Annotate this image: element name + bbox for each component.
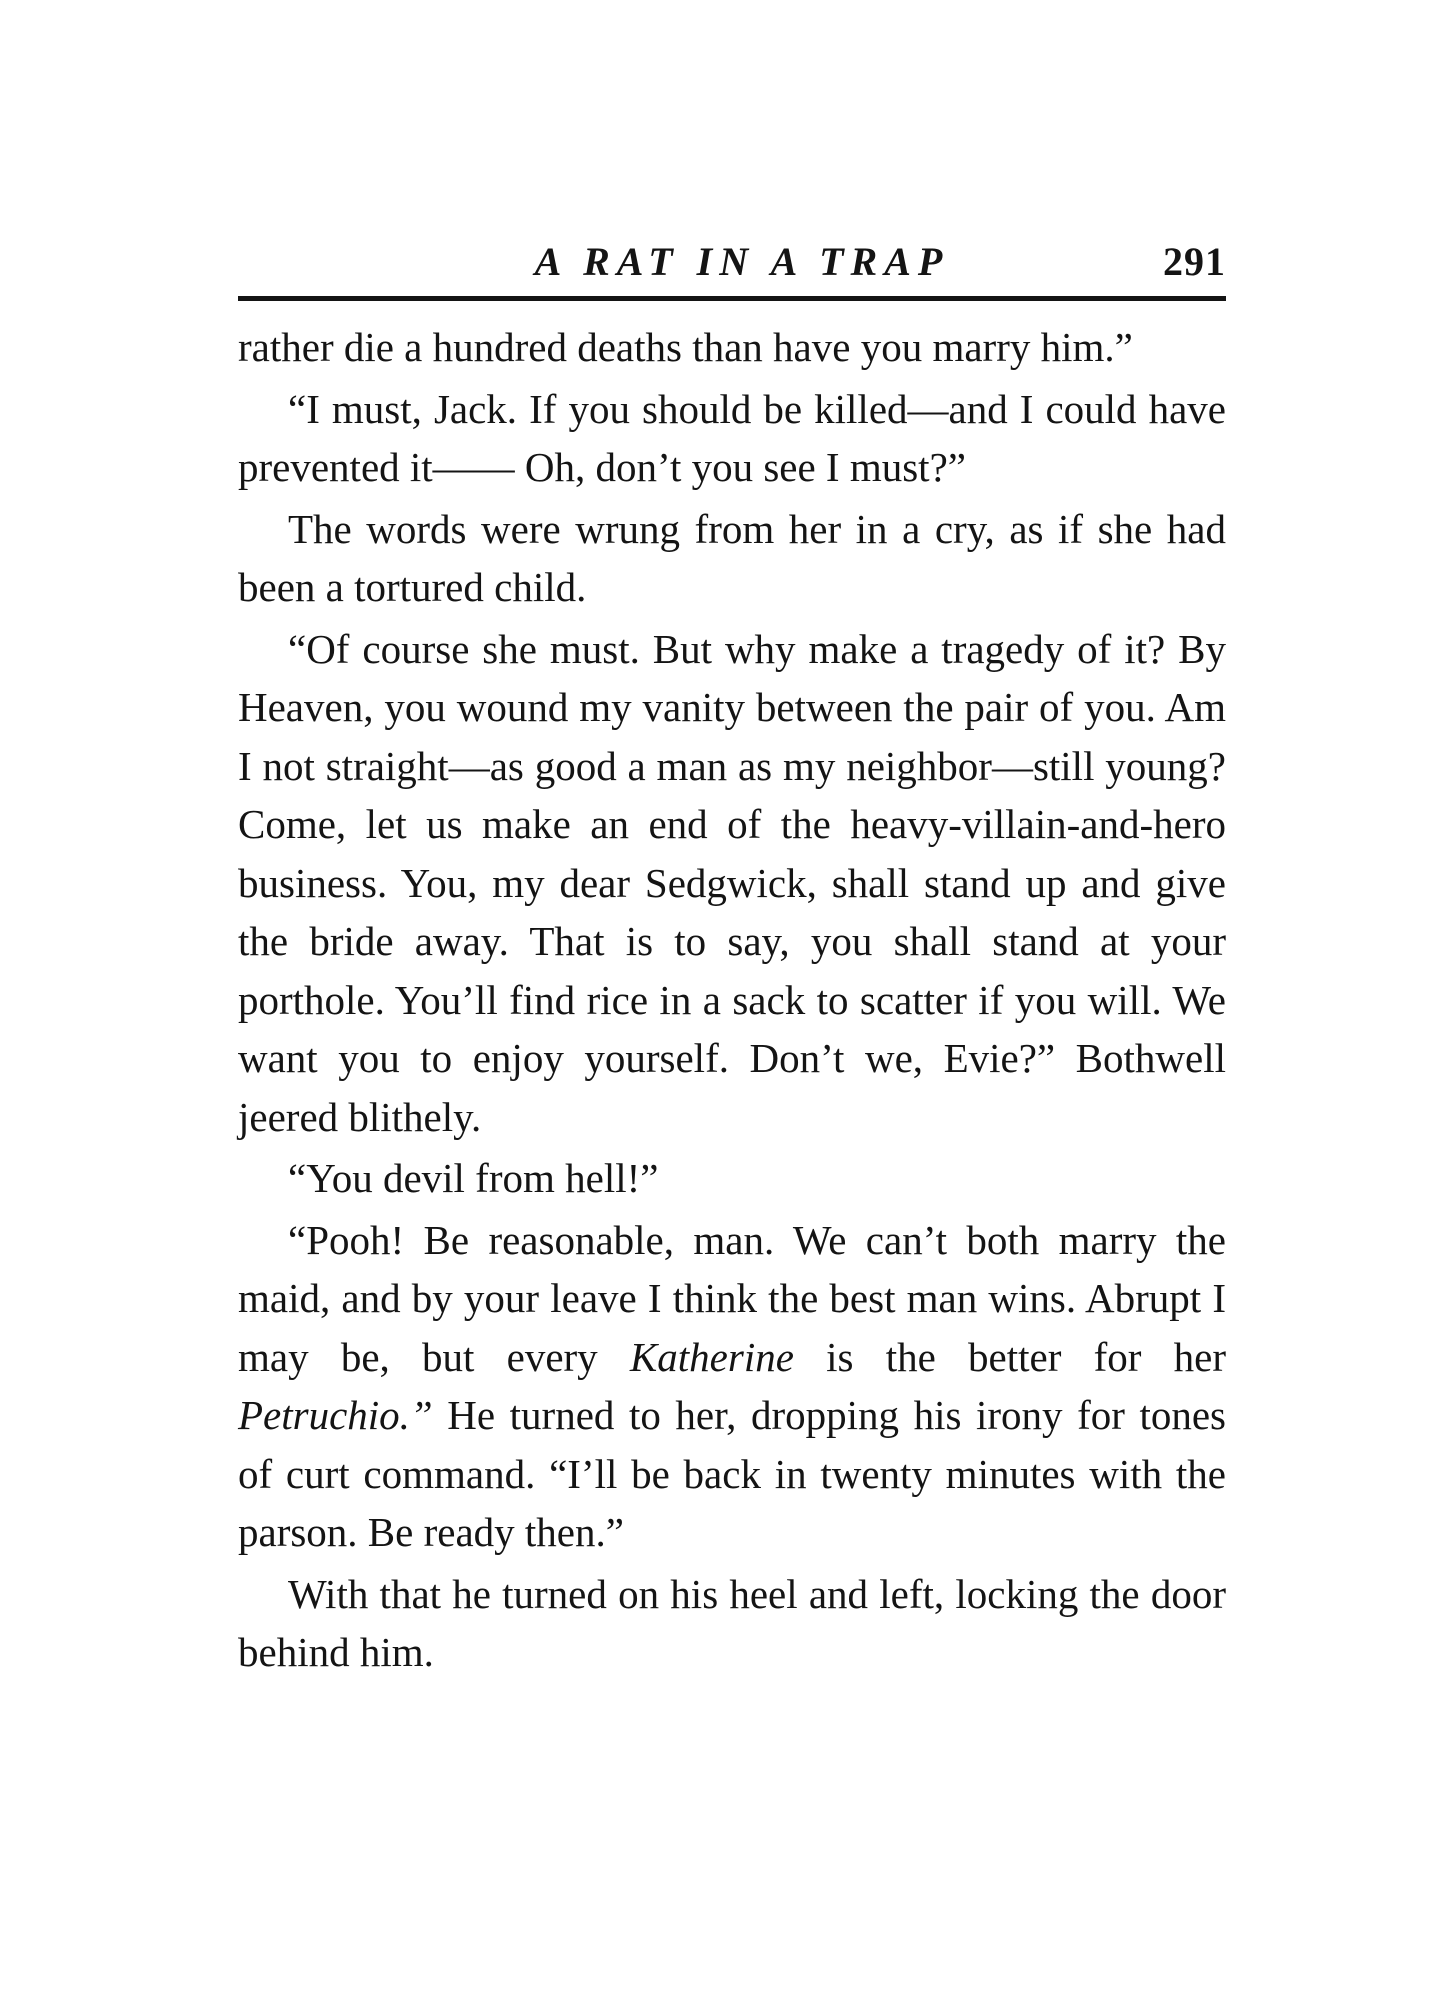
petruchio-italic: Petruchio.”: [238, 1392, 433, 1438]
paragraph-7: With that he turned on his heel and left, locking the door behind him.: [238, 1570, 1226, 1675]
paragraph-6-part-3: He turned to her, dropping his irony for tones of curt command. “I’ll be back in twenty minutes with the parson. Be ready then.”: [238, 1392, 1226, 1555]
page-number: 291: [1163, 239, 1226, 284]
body-text: [238, 318, 1226, 1682]
paragraph-6-part-1: “Pooh! Be reasonable, man. We can’t both marry the maid, and by your leave I think the best man wins. Abrupt I may be, but every: [238, 1216, 1226, 1380]
paragraph-3: The words were wrung from her in a cry, as if she had been a tortured child.: [238, 505, 1226, 610]
paragraph-6-part-2: is the better for her: [793, 1333, 1226, 1380]
header-rule: [238, 296, 1226, 301]
katherine-italic: Katherine: [629, 1333, 794, 1380]
running-head: [238, 238, 1226, 296]
paragraph-4: “Of course she must. But why make a tragedy of it? By Heaven, you wound my vanity between the pair of you. Am I not straight—as good a man as my neighbor—still young? Come, let us make an end of the heavy-villain-and-hero business. You, my dear Sedgwick, shall stand up and give the bride away. That is to say, you shall stand at your porthole. You’ll find rice in a sack to scatter if you will. We want you to enjoy yourself. Don’t we, Evie?” Bothwell jeered blithely.: [238, 625, 1226, 1140]
paragraph-5: “You devil from hell!”: [288, 1155, 659, 1201]
paragraph-1: rather die a hundred deaths than have you marry him.”: [238, 324, 1133, 370]
paragraph-2: “I must, Jack. If you should be killed—and I could have prevented it—— Oh, don’t you see I must?”: [238, 385, 1226, 490]
paragraph-6: [238, 1211, 1226, 1562]
running-title: A RAT IN A TRAP: [534, 239, 950, 284]
